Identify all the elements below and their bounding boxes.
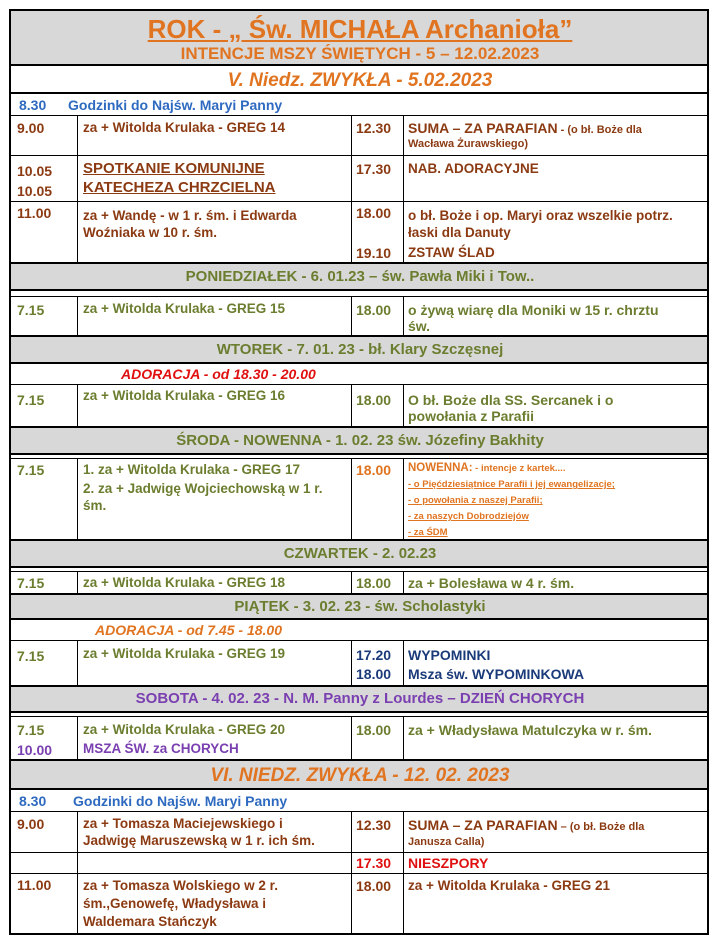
mass-intention-cont: śm. — [83, 498, 107, 513]
adoration-note: ADORACJA - od 18.30 - 20.00 — [121, 366, 316, 382]
mass-time: 7.15 — [17, 575, 45, 591]
mass-intention-cont: Woźniaka w 10 r. śm. — [83, 225, 218, 240]
note-text: Godzinki do Najśw. Maryi Panny — [68, 97, 283, 113]
mass-intention: za + Witolda Krulaka - GREG 16 — [83, 388, 286, 403]
mass-time: 12.30 — [356, 120, 392, 136]
mass-intention-cont: Waldemara Stańczyk — [83, 914, 217, 929]
event-title: SPOTKANIE KOMUNIJNE — [83, 160, 265, 177]
mass-time: 7.15 — [17, 722, 45, 738]
mass-intention-cont: św. — [408, 318, 431, 334]
mass-time: 18.00 — [356, 878, 392, 894]
mass-time: 7.15 — [17, 648, 45, 664]
mass-intention-cont: Wacława Żurawskiego) — [408, 138, 529, 150]
mass-time: 18.00 — [356, 666, 392, 682]
mass-intention: za + Bolesława w 4 r. śm. — [408, 575, 575, 591]
mass-intention: 2. za + Jadwigę Wojciechowską w 1 r. — [83, 481, 323, 496]
novena-item: - o Pięćdziesiątnice Parafii i jej ewangelizacje; — [408, 479, 615, 490]
mass-intention: za + Witolda Krulaka - GREG 21 — [408, 878, 611, 893]
mass-time: 18.00 — [356, 575, 392, 591]
mass-intention: za + Tomasza Maciejewskiego i — [83, 816, 283, 831]
mass-time: 18.00 — [356, 302, 392, 318]
mass-time: 18.00 — [356, 722, 392, 738]
novena-item: - za naszych Dobrodziejów — [408, 511, 529, 522]
page-subtitle: INTENCJE MSZY ŚWIĘTYCH - 5 – 12.02.2023 — [180, 44, 540, 63]
sunday-2-heading: VI. NIEDZ. ZWYKŁA - 12. 02. 2023 — [210, 765, 510, 786]
mass-time: 17.30 — [356, 161, 392, 177]
mass-time: 11.00 — [17, 877, 52, 893]
mass-intention-cont: Jadwigę Maruszewską w 1 r. ich śm. — [83, 833, 315, 848]
day-heading: PIĄTEK - 3. 02. 23 - św. Scholastyki — [234, 598, 486, 615]
day-heading: SOBOTA - 4. 02. 23 - N. M. Panny z Lourdes – DZIEŃ CHORYCH — [135, 690, 585, 707]
mass-intention: za + Wandę - w 1 r. śm. i Edwarda — [83, 208, 297, 223]
mass-intention: SUMA – ZA PARAFIAN – (o bł. Boże dla — [408, 817, 645, 833]
mass-intention: O bł. Boże dla SS. Sercanek i o — [408, 392, 614, 408]
mass-intention: o żywą wiarę dla Moniki w 15 r. chrztu — [408, 302, 659, 318]
day-heading: WTOREK - 7. 01. 23 - bł. Klary Szczęsnej — [216, 341, 504, 358]
mass-intention-cont: powołania z Parafii — [408, 408, 535, 424]
day-heading: PONIEDZIAŁEK - 6. 01.23 – św. Pawła Miki i Tow.. — [185, 268, 535, 285]
mass-intention-cont: łaski dla Danuty — [408, 225, 511, 240]
mass-intention: SUMA – ZA PARAFIAN - (o bł. Boże dla — [408, 120, 642, 136]
mass-intention: za + Witolda Krulaka - GREG 18 — [83, 575, 286, 590]
mass-intention: za + Witolda Krulaka - GREG 14 — [83, 120, 286, 135]
mass-intention: Msza św. WYPOMINKOWA — [408, 666, 585, 682]
mass-intention: WYPOMINKI — [408, 647, 491, 663]
mass-intention: za + Witolda Krulaka - GREG 15 — [83, 301, 286, 316]
mass-intention-cont: śm.,Genowefę, Władysława i — [83, 896, 267, 911]
mass-time: 10.00 — [17, 742, 53, 758]
mass-intention-cont: Janusza Calla) — [408, 836, 485, 848]
day-heading: CZWARTEK - 2. 02.23 — [283, 545, 437, 562]
event-title: KATECHEZA CHRZCIELNA — [83, 179, 276, 196]
day-heading: ŚRODA - NOWENNA - 1. 02. 23 św. Józefiny Bakhity — [176, 432, 544, 449]
mass-time: 7.15 — [17, 462, 45, 478]
mass-time: 10.05 — [17, 163, 53, 179]
mass-intention: za + Władysława Matulczyka w r. śm. — [408, 722, 652, 738]
mass-time: 18.00 — [356, 392, 392, 408]
mass-intention: za + Witolda Krulaka - GREG 19 — [83, 646, 286, 661]
mass-time: 12.30 — [356, 817, 392, 833]
mass-time: 11.00 — [17, 205, 52, 221]
sunday-1-heading: V. Niedz. ZWYKŁA - 5.02.2023 — [227, 70, 493, 91]
mass-time: 7.15 — [17, 302, 45, 318]
mass-time: 19.10 — [356, 245, 392, 261]
novena-title: NOWENNA: - intencje z kartek.... — [408, 462, 566, 474]
note-time: 8.30 — [19, 793, 47, 809]
mass-time: 10.05 — [17, 183, 53, 199]
mass-time: 18.00 — [356, 462, 392, 478]
adoration-note: ADORACJA - od 7.45 - 18.00 — [95, 622, 282, 638]
mass-time: 17.30 — [356, 855, 392, 871]
mass-intention: NAB. ADORACYJNE — [408, 161, 539, 176]
mass-intention: 1. za + Witolda Krulaka - GREG 17 — [83, 462, 301, 477]
mass-intention: ZSTAW ŚLAD — [408, 245, 495, 260]
novena-item: - o powołania z naszej Parafii; — [408, 495, 543, 506]
mass-time: 18.00 — [356, 205, 392, 221]
vespers-label: NIESZPORY — [408, 855, 489, 871]
mass-time: 7.15 — [17, 392, 45, 408]
mass-intention: o bł. Boże i op. Maryi oraz wszelkie potrz. — [408, 208, 673, 223]
note-time: 8.30 — [19, 97, 47, 113]
mass-time: 17.20 — [356, 647, 392, 663]
mass-time: 9.00 — [17, 120, 45, 136]
page-title: ROK - „ Św. MICHAŁA Archanioła” — [147, 14, 573, 44]
mass-intention: za + Witolda Krulaka - GREG 20 — [83, 722, 286, 737]
mass-time: 9.00 — [17, 816, 45, 832]
novena-item: - za ŚDM — [408, 527, 448, 538]
mass-intention: za + Tomasza Wolskiego w 2 r. — [83, 878, 278, 893]
mass-intention: MSZA ŚW. za CHORYCH — [83, 741, 239, 756]
note-text: Godzinki do Najśw. Maryi Panny — [73, 793, 288, 809]
table-border — [9, 9, 709, 935]
